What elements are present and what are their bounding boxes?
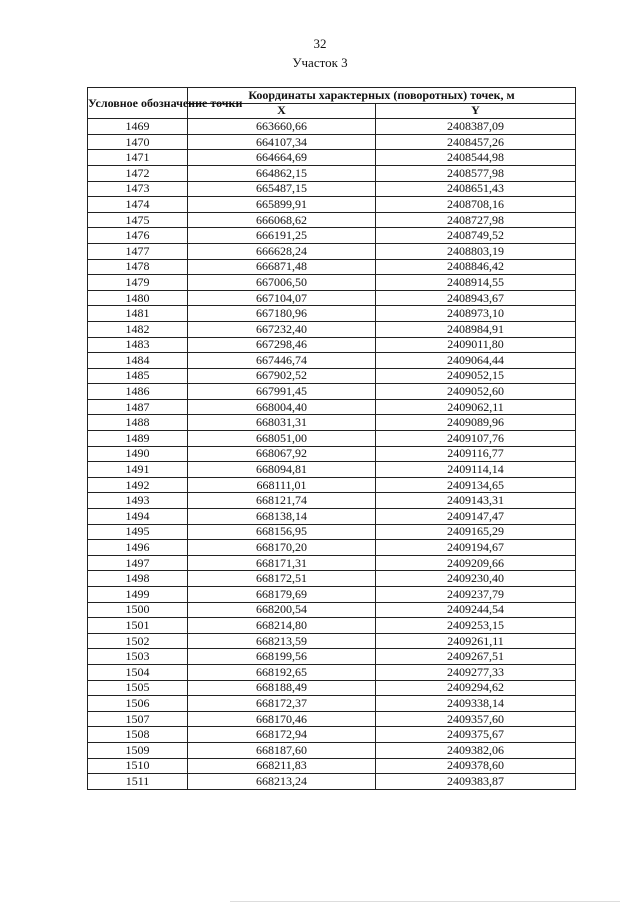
x-coordinate-cell: 668200,54 bbox=[188, 602, 376, 618]
x-coordinate-cell: 668138,14 bbox=[188, 509, 376, 525]
table-row bbox=[88, 462, 576, 478]
y-coordinate-cell: 2409089,96 bbox=[376, 415, 576, 431]
table-row bbox=[88, 571, 576, 587]
table-row bbox=[88, 384, 576, 400]
x-coordinate-cell: 664107,34 bbox=[188, 134, 376, 150]
point-id-cell: 1484 bbox=[88, 353, 188, 369]
point-id-cell: 1511 bbox=[88, 774, 188, 790]
table-row bbox=[88, 275, 576, 291]
x-coordinate-cell: 668172,94 bbox=[188, 727, 376, 743]
table-row bbox=[88, 680, 576, 696]
table-row bbox=[88, 727, 576, 743]
x-coordinate-cell: 668199,56 bbox=[188, 649, 376, 665]
table-row bbox=[88, 555, 576, 571]
y-coordinate-cell: 2409052,60 bbox=[376, 384, 576, 400]
y-coordinate-cell: 2408544,98 bbox=[376, 150, 576, 166]
x-coordinate-cell: 668213,59 bbox=[188, 633, 376, 649]
header-point-designation: Условное обозначение точки bbox=[88, 88, 188, 119]
page-number: 32 bbox=[313, 36, 327, 51]
table-row bbox=[88, 649, 576, 665]
y-coordinate-cell: 2409294,62 bbox=[376, 680, 576, 696]
table-row bbox=[88, 321, 576, 337]
x-coordinate-cell: 668067,92 bbox=[188, 446, 376, 462]
y-coordinate-cell: 2409261,11 bbox=[376, 633, 576, 649]
x-coordinate-cell: 667180,96 bbox=[188, 306, 376, 322]
x-coordinate-cell: 667902,52 bbox=[188, 368, 376, 384]
point-id-cell: 1499 bbox=[88, 587, 188, 603]
y-coordinate-cell: 2409147,47 bbox=[376, 509, 576, 525]
point-id-cell: 1476 bbox=[88, 228, 188, 244]
point-id-cell: 1493 bbox=[88, 493, 188, 509]
y-coordinate-cell: 2408846,42 bbox=[376, 259, 576, 275]
x-coordinate-cell: 668192,65 bbox=[188, 664, 376, 680]
x-coordinate-cell: 666871,48 bbox=[188, 259, 376, 275]
y-coordinate-cell: 2409116,77 bbox=[376, 446, 576, 462]
x-coordinate-cell: 668211,83 bbox=[188, 758, 376, 774]
y-coordinate-cell: 2409143,31 bbox=[376, 493, 576, 509]
table-row bbox=[88, 618, 576, 634]
table-row bbox=[88, 368, 576, 384]
point-id-cell: 1500 bbox=[88, 602, 188, 618]
y-coordinate-cell: 2408457,26 bbox=[376, 134, 576, 150]
point-id-cell: 1491 bbox=[88, 462, 188, 478]
table-row bbox=[88, 165, 576, 181]
y-coordinate-cell: 2409107,76 bbox=[376, 431, 576, 447]
y-coordinate-cell: 2408803,19 bbox=[376, 243, 576, 259]
table-row bbox=[88, 493, 576, 509]
y-coordinate-cell: 2409383,87 bbox=[376, 774, 576, 790]
table-row bbox=[88, 602, 576, 618]
table-row bbox=[88, 197, 576, 213]
x-coordinate-cell: 666628,24 bbox=[188, 243, 376, 259]
y-coordinate-cell: 2408973,10 bbox=[376, 306, 576, 322]
point-id-cell: 1474 bbox=[88, 197, 188, 213]
point-id-cell: 1488 bbox=[88, 415, 188, 431]
point-id-cell: 1478 bbox=[88, 259, 188, 275]
point-id-cell: 1495 bbox=[88, 524, 188, 540]
point-id-cell: 1475 bbox=[88, 212, 188, 228]
y-coordinate-cell: 2409052,15 bbox=[376, 368, 576, 384]
point-id-cell: 1504 bbox=[88, 664, 188, 680]
y-coordinate-cell: 2409382,06 bbox=[376, 742, 576, 758]
x-coordinate-cell: 665899,91 bbox=[188, 197, 376, 213]
point-id-cell: 1482 bbox=[88, 321, 188, 337]
table-row bbox=[88, 758, 576, 774]
x-coordinate-cell: 668004,40 bbox=[188, 399, 376, 415]
x-coordinate-cell: 668172,37 bbox=[188, 696, 376, 712]
y-coordinate-cell: 2409244,54 bbox=[376, 602, 576, 618]
x-coordinate-cell: 665487,15 bbox=[188, 181, 376, 197]
point-id-cell: 1506 bbox=[88, 696, 188, 712]
table-row bbox=[88, 306, 576, 322]
point-id-cell: 1492 bbox=[88, 477, 188, 493]
point-id-cell: 1501 bbox=[88, 618, 188, 634]
x-coordinate-cell: 668179,69 bbox=[188, 587, 376, 603]
point-id-cell: 1508 bbox=[88, 727, 188, 743]
y-coordinate-cell: 2409064,44 bbox=[376, 353, 576, 369]
y-coordinate-cell: 2409237,79 bbox=[376, 587, 576, 603]
point-id-cell: 1481 bbox=[88, 306, 188, 322]
y-coordinate-cell: 2408914,55 bbox=[376, 275, 576, 291]
table-row bbox=[88, 243, 576, 259]
point-id-cell: 1485 bbox=[88, 368, 188, 384]
point-id-cell: 1472 bbox=[88, 165, 188, 181]
point-id-cell: 1487 bbox=[88, 399, 188, 415]
table-row bbox=[88, 399, 576, 415]
x-coordinate-cell: 667232,40 bbox=[188, 321, 376, 337]
table-row bbox=[88, 774, 576, 790]
point-id-cell: 1497 bbox=[88, 555, 188, 571]
table-row bbox=[88, 633, 576, 649]
y-coordinate-cell: 2408651,43 bbox=[376, 181, 576, 197]
table-row bbox=[88, 181, 576, 197]
y-coordinate-cell: 2409375,67 bbox=[376, 727, 576, 743]
y-coordinate-cell: 2408749,52 bbox=[376, 228, 576, 244]
point-id-cell: 1496 bbox=[88, 540, 188, 556]
x-coordinate-cell: 668170,20 bbox=[188, 540, 376, 556]
point-id-cell: 1477 bbox=[88, 243, 188, 259]
point-id-cell: 1470 bbox=[88, 134, 188, 150]
y-coordinate-cell: 2408984,91 bbox=[376, 321, 576, 337]
header-y: Y bbox=[376, 103, 576, 119]
point-id-cell: 1490 bbox=[88, 446, 188, 462]
y-coordinate-cell: 2409378,60 bbox=[376, 758, 576, 774]
y-coordinate-cell: 2409209,66 bbox=[376, 555, 576, 571]
point-id-cell: 1489 bbox=[88, 431, 188, 447]
y-coordinate-cell: 2408708,16 bbox=[376, 197, 576, 213]
y-coordinate-cell: 2409165,29 bbox=[376, 524, 576, 540]
point-id-cell: 1503 bbox=[88, 649, 188, 665]
x-coordinate-cell: 668172,51 bbox=[188, 571, 376, 587]
point-id-cell: 1507 bbox=[88, 711, 188, 727]
x-coordinate-cell: 666191,25 bbox=[188, 228, 376, 244]
y-coordinate-cell: 2409357,60 bbox=[376, 711, 576, 727]
table-row bbox=[88, 696, 576, 712]
x-coordinate-cell: 668031,31 bbox=[188, 415, 376, 431]
table-row bbox=[88, 446, 576, 462]
point-id-cell: 1494 bbox=[88, 509, 188, 525]
table-row bbox=[88, 415, 576, 431]
table-row bbox=[88, 259, 576, 275]
x-coordinate-cell: 668051,00 bbox=[188, 431, 376, 447]
point-id-cell: 1471 bbox=[88, 150, 188, 166]
y-coordinate-cell: 2408943,67 bbox=[376, 290, 576, 306]
x-coordinate-cell: 668214,80 bbox=[188, 618, 376, 634]
x-coordinate-cell: 668121,74 bbox=[188, 493, 376, 509]
table-row bbox=[88, 664, 576, 680]
x-coordinate-cell: 668187,60 bbox=[188, 742, 376, 758]
table-body bbox=[88, 119, 576, 790]
point-id-cell: 1505 bbox=[88, 680, 188, 696]
x-coordinate-cell: 664862,15 bbox=[188, 165, 376, 181]
point-id-cell: 1480 bbox=[88, 290, 188, 306]
y-coordinate-cell: 2409253,15 bbox=[376, 618, 576, 634]
section-title: Участок 3 bbox=[292, 55, 348, 70]
y-coordinate-cell: 2409134,65 bbox=[376, 477, 576, 493]
x-coordinate-cell: 667006,50 bbox=[188, 275, 376, 291]
x-coordinate-cell: 668111,01 bbox=[188, 477, 376, 493]
y-coordinate-cell: 2409194,67 bbox=[376, 540, 576, 556]
coordinates-table bbox=[87, 87, 576, 790]
table-row bbox=[88, 212, 576, 228]
table-row bbox=[88, 290, 576, 306]
x-coordinate-cell: 668094,81 bbox=[188, 462, 376, 478]
point-id-cell: 1502 bbox=[88, 633, 188, 649]
x-coordinate-cell: 664664,69 bbox=[188, 150, 376, 166]
table-row bbox=[88, 742, 576, 758]
x-coordinate-cell: 666068,62 bbox=[188, 212, 376, 228]
x-coordinate-cell: 668188,49 bbox=[188, 680, 376, 696]
table-row bbox=[88, 540, 576, 556]
table-row bbox=[88, 337, 576, 353]
x-coordinate-cell: 668156,95 bbox=[188, 524, 376, 540]
y-coordinate-cell: 2409011,80 bbox=[376, 337, 576, 353]
x-coordinate-cell: 663660,66 bbox=[188, 119, 376, 135]
table-row bbox=[88, 509, 576, 525]
header-coordinates: Координаты характерных (поворотных) точек, м bbox=[188, 88, 576, 104]
point-id-cell: 1479 bbox=[88, 275, 188, 291]
point-id-cell: 1483 bbox=[88, 337, 188, 353]
table-row bbox=[88, 711, 576, 727]
point-id-cell: 1469 bbox=[88, 119, 188, 135]
x-coordinate-cell: 667446,74 bbox=[188, 353, 376, 369]
y-coordinate-cell: 2408577,98 bbox=[376, 165, 576, 181]
point-id-cell: 1486 bbox=[88, 384, 188, 400]
y-coordinate-cell: 2409230,40 bbox=[376, 571, 576, 587]
table-row bbox=[88, 353, 576, 369]
x-coordinate-cell: 667104,07 bbox=[188, 290, 376, 306]
y-coordinate-cell: 2409338,14 bbox=[376, 696, 576, 712]
y-coordinate-cell: 2409062,11 bbox=[376, 399, 576, 415]
x-coordinate-cell: 668213,24 bbox=[188, 774, 376, 790]
x-coordinate-cell: 667298,46 bbox=[188, 337, 376, 353]
point-id-cell: 1498 bbox=[88, 571, 188, 587]
y-coordinate-cell: 2408387,09 bbox=[376, 119, 576, 135]
y-coordinate-cell: 2409114,14 bbox=[376, 462, 576, 478]
table-row bbox=[88, 119, 576, 135]
bottom-divider bbox=[230, 901, 620, 902]
y-coordinate-cell: 2409277,33 bbox=[376, 664, 576, 680]
header-x: X bbox=[188, 103, 376, 119]
point-id-cell: 1509 bbox=[88, 742, 188, 758]
point-id-cell: 1510 bbox=[88, 758, 188, 774]
x-coordinate-cell: 667991,45 bbox=[188, 384, 376, 400]
table-row bbox=[88, 431, 576, 447]
y-coordinate-cell: 2409267,51 bbox=[376, 649, 576, 665]
table-row bbox=[88, 134, 576, 150]
table-row bbox=[88, 587, 576, 603]
table-row bbox=[88, 150, 576, 166]
table-row bbox=[88, 524, 576, 540]
point-id-cell: 1473 bbox=[88, 181, 188, 197]
table-row bbox=[88, 228, 576, 244]
y-coordinate-cell: 2408727,98 bbox=[376, 212, 576, 228]
x-coordinate-cell: 668171,31 bbox=[188, 555, 376, 571]
table-row bbox=[88, 477, 576, 493]
x-coordinate-cell: 668170,46 bbox=[188, 711, 376, 727]
